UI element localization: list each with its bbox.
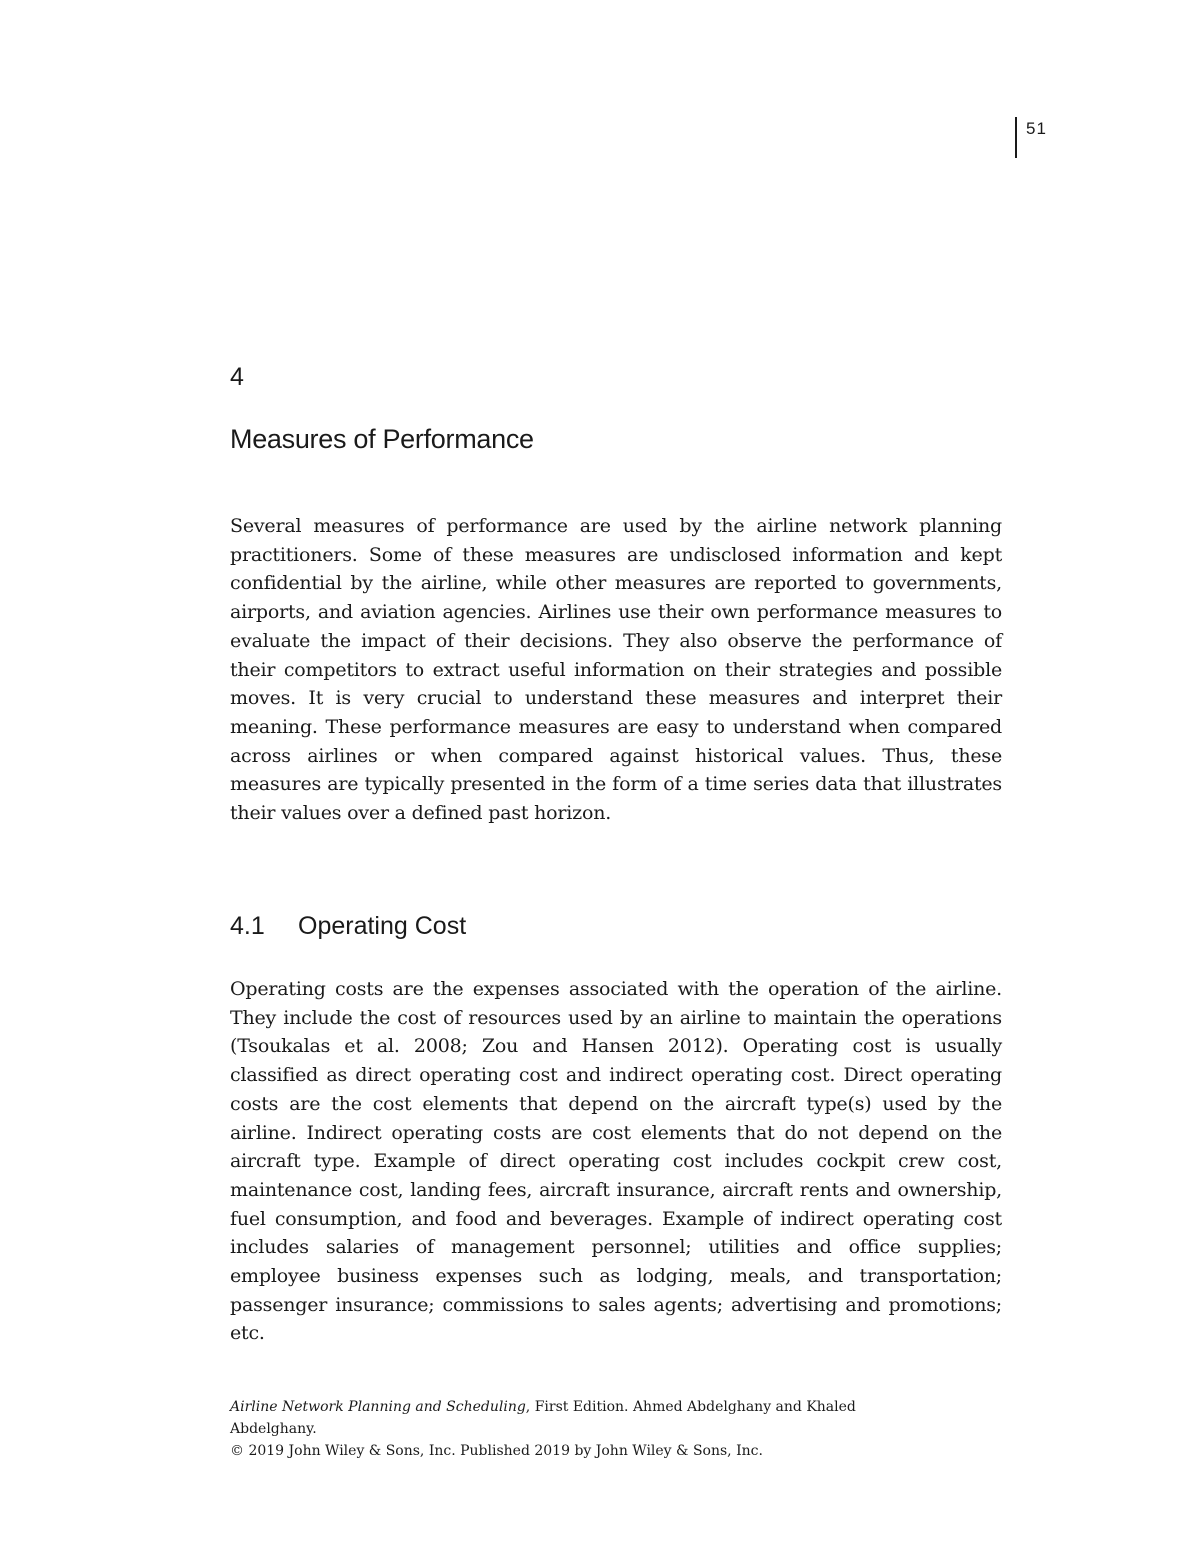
- footer-edition-authors: , First Edition. Ahmed Abdelghany and Khaled Abdelghany.: [230, 1399, 856, 1437]
- section-paragraph: Operating costs are the expenses associated with the operation of the airline. They include the cost of resources used by an airline to maintain the operations (Tsoukalas et al. 2008; Zou and Hansen 2012). Operating cost is usually classified as direct operating cost and indirect operating cost. Direct operating costs are the cost elements that depend on the aircraft type(s) used by the airline. Indirect operating costs are cost elements that do not depend on the aircraft type. Example of direct operating cost includes cockpit crew cost, maintenance cost, landing fees, aircraft insurance, aircraft rents and ownership, fuel consumption, and food and beverages. Example of indirect operating cost includes salaries of management personnel; utilities and office supplies; employee business expenses such as lodging, meals, and transportation; passenger insurance; commissions to sales agents; advertising and promotions; etc.: [230, 978, 1002, 1345]
- footer-citation: [230, 1396, 870, 1440]
- section-heading: [230, 912, 466, 941]
- section-title: Operating Cost: [298, 912, 467, 940]
- footer-copyright: © 2019 John Wiley & Sons, Inc. Published 2019 by John Wiley & Sons, Inc.: [230, 1443, 763, 1459]
- page-number: 51: [1026, 119, 1047, 138]
- chapter-title: Measures of Performance: [230, 424, 534, 454]
- chapter-number: 4: [230, 363, 244, 391]
- footer-book-title: Airline Network Planning and Scheduling: [230, 1399, 526, 1415]
- page-number-rule: [1015, 117, 1017, 158]
- section-number: 4.1: [230, 912, 265, 940]
- copyright-footer: [230, 1396, 870, 1462]
- chapter-intro-paragraph: Several measures of performance are used by the airline network planning practitioners. Some of these measures are undisclosed information and kept confidential by the airline, while other measures are reported to governments, airports, and aviation agencies. Airlines use their own performance measures to evaluate the impact of their decisions. They also observe the performance of their competitors to extract useful information on their strategies and possible moves. It is very crucial to understand these measures and interpret their meaning. These performance measures are easy to understand when compared across airlines or when compared against historical values. Thus, these measures are typically presented in the form of a time series data that illustrates their values over a defined past horizon.: [230, 515, 1002, 825]
